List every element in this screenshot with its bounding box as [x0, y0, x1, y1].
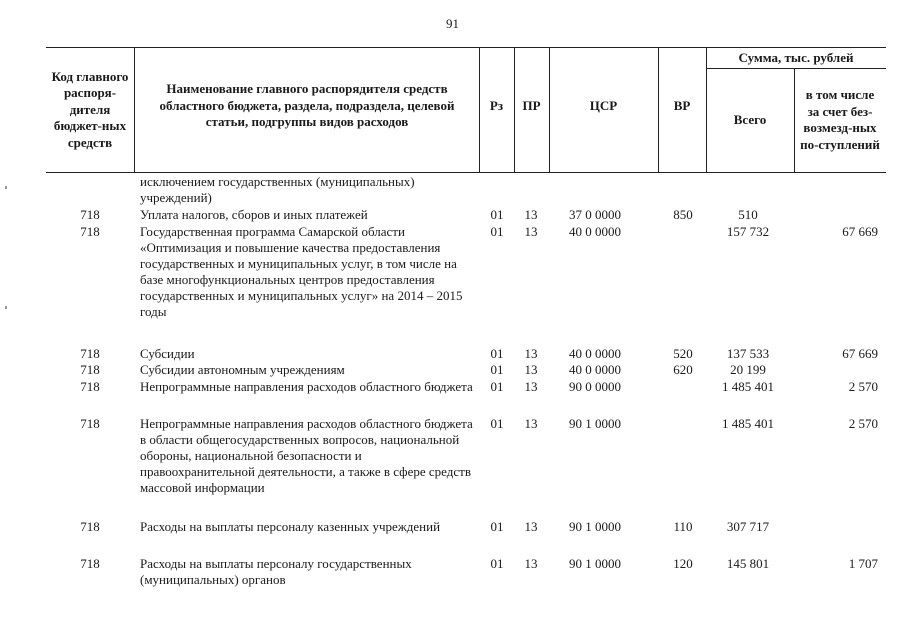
row-vr: 620: [673, 362, 693, 377]
row-name: Субсидии автономным учреждениям: [140, 362, 345, 377]
row-pr: 13: [524, 362, 538, 377]
table-row: [46, 519, 886, 553]
row-name: Расходы на выплаты персоналу государственных (муниципальных) органов: [140, 556, 412, 587]
row-name: Непрограммные направления расходов областного бюджета: [140, 379, 473, 394]
row-csr: 90 1 0000: [569, 556, 621, 571]
row-code: 718: [80, 519, 100, 534]
table-header: [46, 47, 886, 173]
row-code: 718: [80, 416, 100, 431]
row-code: 718: [80, 224, 100, 239]
table-row: [46, 556, 886, 590]
row-code: 718: [80, 379, 100, 394]
row-name: Непрограммные направления расходов областного бюджета в области общегосударственных вопросов, национальной обороны, национальной безопасности и правоохранительной деятельности, а также в сфере средств массовой информации: [140, 416, 473, 495]
row-rz: 01: [490, 346, 504, 361]
row-name: Государственная программа Самарской области «Оптимизация и повышение качества предоставления государственных и муниципальных услуг, в том числе на базе многофункциональных центров предоставления государственных и муниципальных услуг» на 2014 – 2015 годы: [140, 224, 463, 319]
row-name: Уплата налогов, сборов и иных платежей: [140, 207, 368, 222]
row-csr: 40 0 0000: [569, 362, 621, 377]
row-total: 157 732: [726, 224, 770, 239]
row-pr: 13: [524, 556, 538, 571]
row-rz: 01: [490, 362, 504, 377]
header-name: Наименование главного распорядителя средств областного бюджета, раздела, подраздела, целевой статьи, подгруппы видов расходов: [159, 81, 455, 130]
table-row: [46, 174, 886, 206]
row-csr: 90 0 0000: [569, 379, 621, 394]
row-rz: 01: [490, 224, 504, 239]
row-vr: 120: [673, 556, 693, 571]
row-code: 718: [80, 362, 100, 377]
scan-mark: [5, 306, 7, 309]
row-pr: 13: [524, 416, 538, 431]
page-number: 91: [446, 16, 459, 31]
row-total: 20 199: [730, 362, 766, 377]
row-grant: 67 669: [842, 224, 878, 239]
header-total: Всего: [733, 111, 767, 127]
row-csr: 90 1 0000: [569, 519, 621, 534]
row-total: 307 717: [726, 519, 770, 534]
header-sum: Сумма, тыс. рублей: [738, 49, 854, 65]
header-rz: Рз: [489, 97, 504, 113]
scan-mark: [5, 186, 7, 189]
row-csr: 40 0 0000: [569, 346, 621, 361]
row-total: 1 485 401: [722, 379, 774, 394]
row-pr: 13: [524, 207, 538, 222]
table-row: [46, 416, 886, 518]
row-rz: 01: [490, 207, 504, 222]
table-row: [46, 362, 886, 378]
header-csr: ЦСР: [589, 97, 618, 113]
row-code: 718: [80, 346, 100, 361]
header-grant: в том числе за счет без-возмезд-ных по-ступлений: [800, 87, 880, 152]
row-pr: 13: [524, 379, 538, 394]
row-csr: 90 1 0000: [569, 416, 621, 431]
header-vr: ВР: [673, 97, 691, 113]
row-csr: 40 0 0000: [569, 224, 621, 239]
row-grant: 2 570: [848, 379, 878, 394]
row-grant: 1 707: [848, 556, 878, 571]
table-row: [46, 224, 886, 344]
row-grant: 2 570: [848, 416, 878, 431]
row-rz: 01: [490, 416, 504, 431]
row-pr: 13: [524, 346, 538, 361]
header-pr: ПР: [522, 97, 541, 113]
row-name: исключением государственных (муниципальных) учреждений): [140, 174, 415, 205]
table-row: [46, 207, 886, 223]
row-csr: 37 0 0000: [569, 207, 621, 222]
row-total: 1 485 401: [722, 416, 774, 431]
row-rz: 01: [490, 519, 504, 534]
row-vr: 850: [673, 207, 693, 222]
row-name: Расходы на выплаты персоналу казенных учреждений: [140, 519, 441, 534]
row-rz: 01: [490, 379, 504, 394]
row-vr: 110: [673, 519, 693, 534]
row-grant: 67 669: [842, 346, 878, 361]
row-code: 718: [80, 207, 100, 222]
header-code: Код главного распоря-дителя бюджет-ных средств: [51, 68, 129, 150]
row-total: 510: [738, 207, 758, 222]
row-vr: 520: [673, 346, 693, 361]
row-name: Субсидии: [140, 346, 195, 361]
row-total: 145 801: [726, 556, 770, 571]
table-row: [46, 346, 886, 362]
row-rz: 01: [490, 556, 504, 571]
table-row: [46, 379, 886, 413]
row-pr: 13: [524, 519, 538, 534]
row-total: 137 533: [726, 346, 770, 361]
row-code: 718: [80, 556, 100, 571]
row-pr: 13: [524, 224, 538, 239]
